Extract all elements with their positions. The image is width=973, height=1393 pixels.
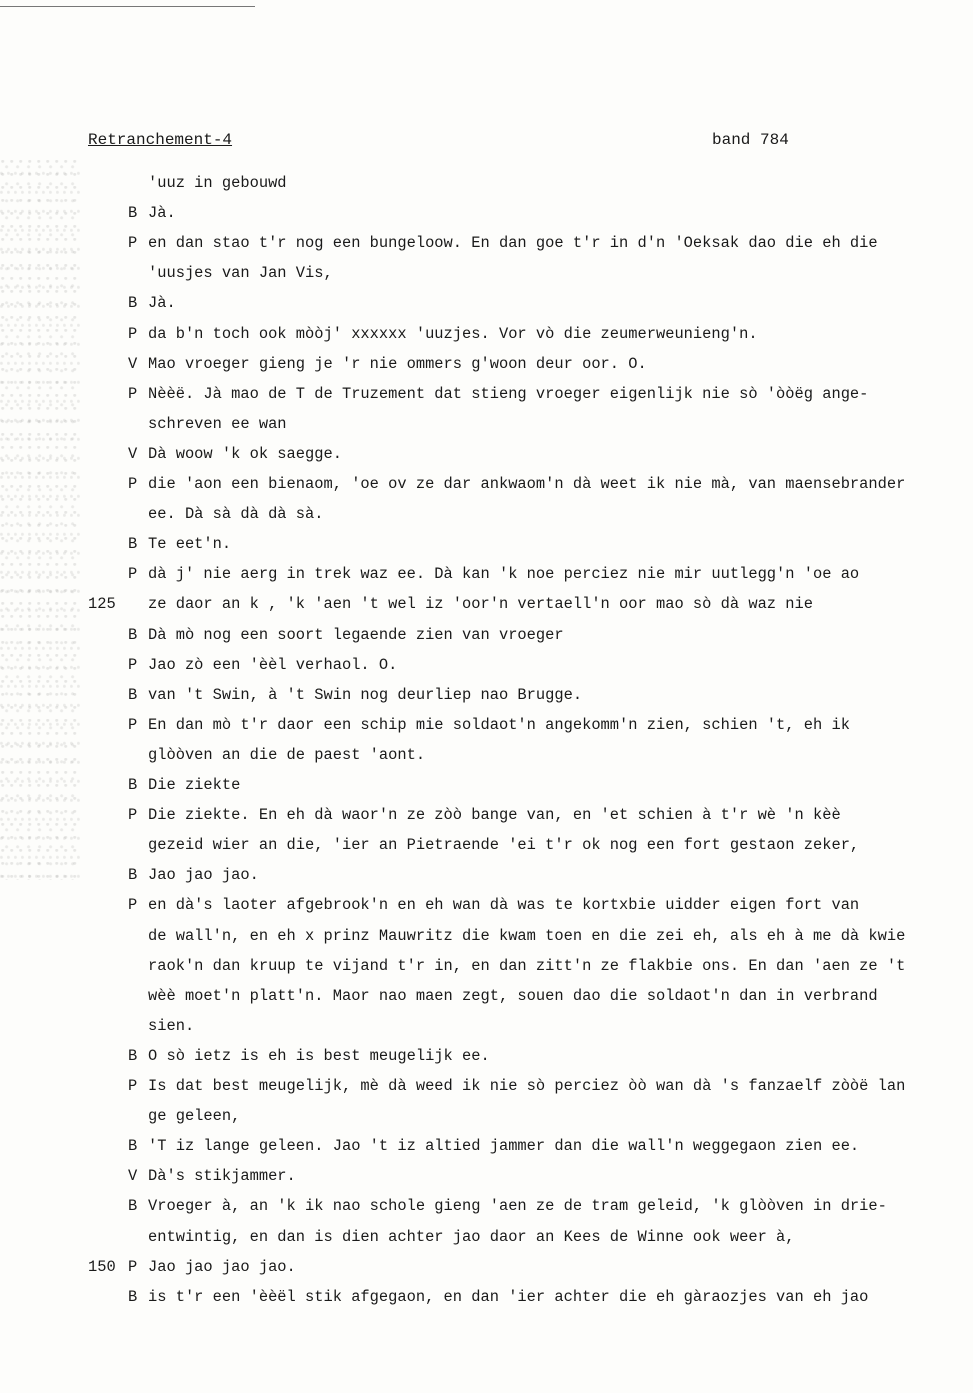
utterance-text: die 'aon een bienaom, 'oe ov ze dar ankwaom'n dà weet ik nie mà, van maensebrander bbox=[148, 475, 906, 493]
transcript-line bbox=[0, 894, 973, 916]
transcript-line bbox=[0, 714, 973, 736]
utterance-text: de wall'n, en eh x prinz Mauwritz die kwam toen en die zei eh, als eh à me dà kwie bbox=[148, 926, 906, 945]
transcript-line bbox=[0, 323, 973, 345]
utterance-text: Jà. bbox=[148, 294, 176, 313]
transcript-line bbox=[0, 1286, 973, 1308]
band-number: band 784 bbox=[712, 131, 789, 149]
transcript-line bbox=[0, 413, 973, 435]
utterance-text: Jao jao jao jao. bbox=[148, 1257, 296, 1276]
transcript-line bbox=[0, 503, 973, 525]
utterance-text: raok'n dan kruup te vijand t'r in, en dan zitt'n ze flakbie ons. En dan 'aen ze 't bbox=[148, 956, 906, 975]
transcript-line bbox=[0, 443, 973, 465]
utterance-text: Is dat best meugelijk, mè dà weed ik nie sò perciez òò wan dà 's fanzaelf zòòë lan bbox=[148, 1077, 906, 1095]
speaker-label: B bbox=[128, 204, 138, 223]
speaker-label: P bbox=[128, 715, 138, 734]
utterance-text: van 't Swin, à 't Swin nog deurliep nao Brugge. bbox=[148, 685, 583, 704]
speaker-label: B bbox=[128, 1046, 138, 1065]
speaker-label: P bbox=[128, 1077, 138, 1095]
transcript-line bbox=[0, 955, 973, 977]
utterance-text: entwintig, en dan is dien achter jao daor an Kees de Winne ook weer à, bbox=[148, 1227, 795, 1246]
utterance-text: Die ziekte. En eh dà waor'n ze zòò bange van, en 'et schien à t'r wè 'n kèè bbox=[148, 806, 841, 825]
utterance-text: is t'r een 'èèël stik afgegaon, en dan 'ier achter die eh gàraozjes van eh jao bbox=[148, 1287, 869, 1306]
utterance-text: schreven ee wan bbox=[148, 414, 287, 433]
speaker-label: B bbox=[128, 1287, 138, 1306]
utterance-text: Jao zò een 'èèl verhaol. O. bbox=[148, 655, 398, 674]
top-rule bbox=[0, 6, 255, 7]
speaker-label: P bbox=[128, 1257, 138, 1276]
transcript-line bbox=[0, 864, 973, 886]
utterance-text: Mao vroeger gieng je 'r nie ommers g'woon deur oor. O. bbox=[148, 354, 647, 373]
transcript-line bbox=[0, 353, 973, 375]
transcript-line bbox=[0, 202, 973, 224]
speaker-label: B bbox=[128, 535, 138, 554]
speaker-label: P bbox=[128, 565, 138, 584]
speaker-label: V bbox=[128, 1167, 138, 1186]
speaker-label: P bbox=[128, 655, 138, 674]
utterance-text: Vroeger à, an 'k ik nao schole gieng 'aen ze de tram geleid, 'k glòòven in drie- bbox=[148, 1197, 887, 1216]
transcript-line bbox=[0, 834, 973, 856]
transcript-line bbox=[0, 1075, 973, 1097]
transcript-line bbox=[0, 383, 973, 405]
transcript-line bbox=[0, 1045, 973, 1067]
transcript-line bbox=[0, 172, 973, 194]
transcript-line bbox=[0, 262, 973, 284]
utterance-text: dà j' nie aerg in trek waz ee. Dà kan 'k noe perciez nie mir uutlegg'n 'oe ao bbox=[148, 565, 860, 584]
transcript-line bbox=[0, 593, 973, 615]
transcript-line bbox=[0, 1165, 973, 1187]
speaker-label: B bbox=[128, 1137, 138, 1156]
line-number: 125 bbox=[88, 595, 116, 614]
transcript-line bbox=[0, 925, 973, 947]
utterance-text: En dan mò t'r daor een schip mie soldaot'n angekomm'n zien, schien 't, eh ik bbox=[148, 715, 850, 734]
utterance-text: Nèèë. Jà mao de T de Truzement dat stieng vroeger eigenlijk nie sò 'òòëg ange- bbox=[148, 384, 869, 403]
speaker-label: P bbox=[128, 234, 138, 253]
utterance-text: Jao jao jao. bbox=[148, 866, 259, 885]
utterance-text: ee. Dà sà dà dà sà. bbox=[148, 505, 324, 524]
utterance-text: Dà mò nog een soort legaende zien van vroeger bbox=[148, 625, 564, 644]
transcript-line bbox=[0, 292, 973, 314]
transcript-line bbox=[0, 1015, 973, 1037]
utterance-text: Jà. bbox=[148, 204, 176, 223]
utterance-text: en dan stao t'r nog een bungeloow. En dan goe t'r in d'n 'Oeksak dao die eh die bbox=[148, 234, 878, 253]
speaker-label: P bbox=[128, 806, 138, 825]
utterance-text: 'uuz in gebouwd bbox=[148, 174, 287, 192]
utterance-text: 'uusjes van Jan Vis, bbox=[148, 264, 333, 283]
speaker-label: V bbox=[128, 354, 138, 373]
transcript-line bbox=[0, 563, 973, 585]
transcript-line bbox=[0, 232, 973, 254]
utterance-text: glòòven an die de paest 'aont. bbox=[148, 745, 426, 764]
utterance-text: Dà woow 'k ok saegge. bbox=[148, 444, 342, 463]
speaker-label: B bbox=[128, 294, 138, 313]
speaker-label: P bbox=[128, 324, 138, 343]
speaker-label: B bbox=[128, 1197, 138, 1216]
transcript-line bbox=[0, 654, 973, 676]
transcript-line bbox=[0, 1105, 973, 1127]
transcript-line bbox=[0, 1195, 973, 1217]
utterance-text: 'T iz lange geleen. Jao 't iz altied jammer dan die wall'n weggegaon zien ee. bbox=[148, 1137, 860, 1156]
speaker-label: B bbox=[128, 776, 138, 794]
speaker-label: B bbox=[128, 866, 138, 885]
transcript-line bbox=[0, 473, 973, 495]
speaker-label: V bbox=[128, 444, 138, 463]
utterance-text: Die ziekte bbox=[148, 776, 241, 794]
utterance-text: Dà's stikjammer. bbox=[148, 1167, 296, 1186]
transcript-line bbox=[0, 684, 973, 706]
utterance-text: wèè moet'n platt'n. Maor nao maen zegt, souen dao die soldaot'n dan in verbrand bbox=[148, 986, 878, 1005]
transcript-line bbox=[0, 774, 973, 796]
transcript-line bbox=[0, 624, 973, 646]
speaker-label: P bbox=[128, 475, 138, 493]
transcript-line bbox=[0, 1226, 973, 1248]
utterance-text: da b'n toch ook mòòj' xxxxxx 'uuzjes. Vor vò die zeumerweunieng'n. bbox=[148, 324, 758, 343]
transcript-line bbox=[0, 533, 973, 555]
utterance-text: en dà's laoter afgebrook'n en eh wan dà was te kortxbie uidder eigen fort van bbox=[148, 896, 860, 915]
transcript-line bbox=[0, 804, 973, 826]
utterance-text: gezeid wier an die, 'ier an Pietraende 'ei t'r ok nog een fort gestaon zeker, bbox=[148, 836, 860, 855]
speaker-label: B bbox=[128, 685, 138, 704]
utterance-text: ge geleen, bbox=[148, 1107, 241, 1126]
line-number: 150 bbox=[88, 1257, 116, 1276]
speaker-label: P bbox=[128, 384, 138, 403]
speaker-label: P bbox=[128, 896, 138, 915]
utterance-text: O sò ietz is eh is best meugelijk ee. bbox=[148, 1046, 490, 1065]
speaker-label: B bbox=[128, 625, 138, 644]
utterance-text: ze daor an k , 'k 'aen 't wel iz 'oor'n vertaell'n oor mao sò dà waz nie bbox=[148, 595, 813, 614]
transcript-line bbox=[0, 1135, 973, 1157]
utterance-text: sien. bbox=[148, 1016, 195, 1035]
document-title: Retranchement-4 bbox=[88, 131, 233, 149]
transcript-line bbox=[0, 1256, 973, 1278]
transcript-line bbox=[0, 744, 973, 766]
utterance-text: Te eet'n. bbox=[148, 535, 232, 554]
transcript-line bbox=[0, 985, 973, 1007]
